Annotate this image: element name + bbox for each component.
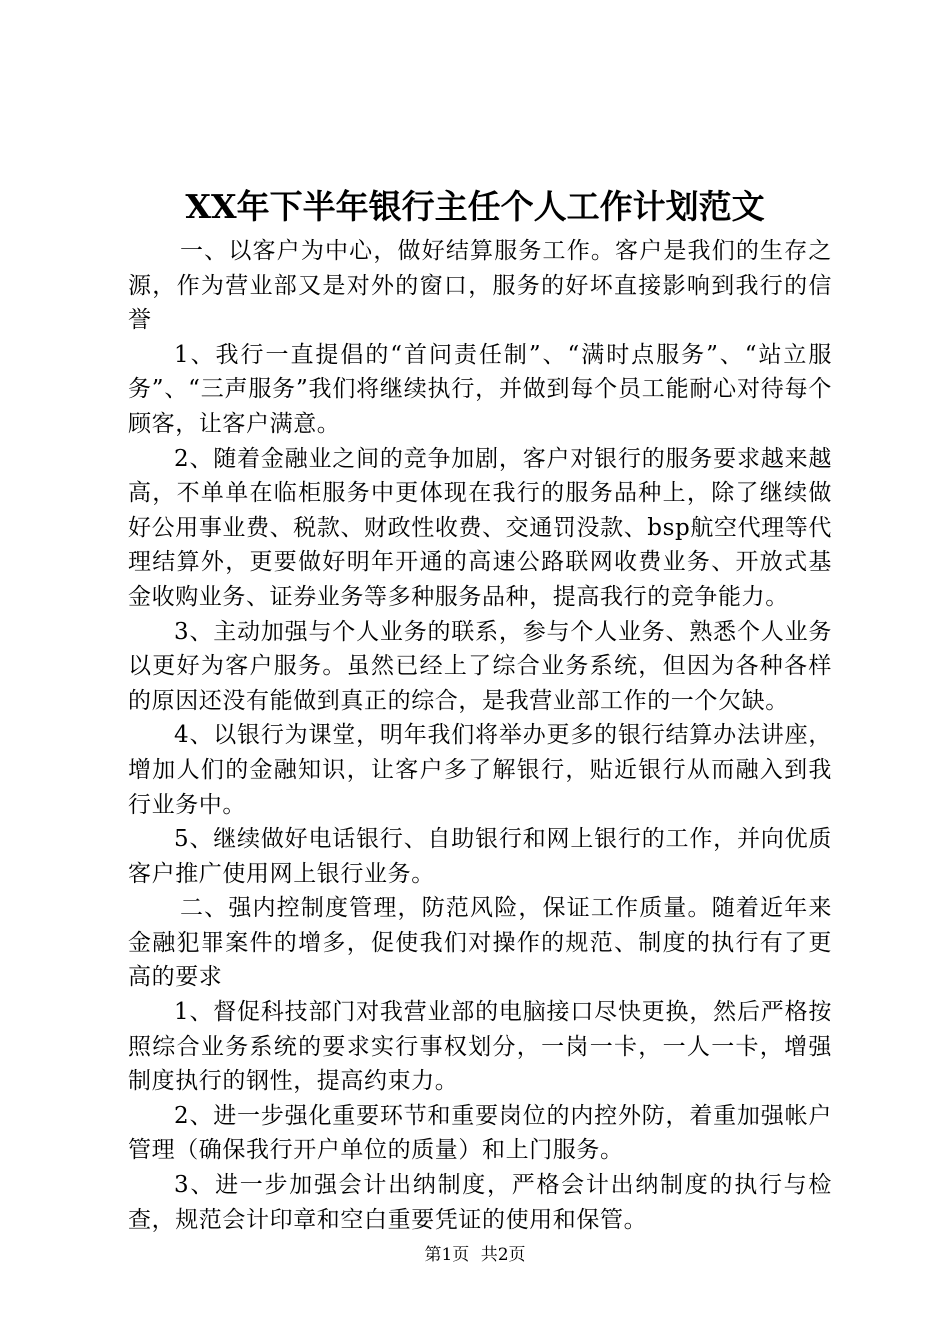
paragraph: 3、主动加强与个人业务的联系，参与个人业务、熟悉个人业务以更好为客户服务。虽然已经上了综合业务系统，但因为各种各样的原因还没有能做到真正的综合，是我营业部工作的一个欠缺。 <box>128 618 832 714</box>
document-title: XX年下半年银行主任个人工作计划范文 <box>185 187 765 226</box>
page-footer <box>0 1245 950 1265</box>
paragraph: 1、督促科技部门对我营业部的电脑接口尽快更换，然后严格按照综合业务系统的要求实行事权划分，一岗一卡，一人一卡，增强制度执行的钢性，提高约束力。 <box>128 999 832 1095</box>
paragraph: 4、以银行为课堂，明年我们将举办更多的银行结算办法讲座，增加人们的金融知识，让客户多了解银行，贴近银行从而融入到我行业务中。 <box>128 722 832 818</box>
paragraph: 2、随着金融业之间的竞争加剧，客户对银行的服务要求越来越高，不单单在临柜服务中更体现在我行的服务品种上，除了继续做好公用事业费、税款、财政性收费、交通罚没款、bsp航空代理等代理结算外，更要做好明年开通的高速公路联网收费业务、开放式基金收购业务、证券业务等多种服务品种，提高我行的竞争能力。 <box>128 445 832 610</box>
page-total: 共2页 <box>480 1245 526 1265</box>
paragraph: 1、我行一直提倡的“首问责任制”、“满时点服务”、“站立服务”、“三声服务”我们将继续执行，并做到每个员工能耐心对待每个顾客，让客户满意。 <box>128 341 832 437</box>
section-heading-1: 一、以客户为中心，做好结算服务工作。客户是我们的生存之源，作为营业部又是对外的窗口，服务的好坏直接影响到我行的信誉 <box>128 238 832 334</box>
paragraph: 5、继续做好电话银行、自助银行和网上银行的工作，并向优质客户推广使用网上银行业务。 <box>128 826 832 887</box>
page-number: 第1页 <box>424 1245 470 1265</box>
paragraph: 2、进一步强化重要环节和重要岗位的内控外防，着重加强帐户管理（确保我行开户单位的质量）和上门服务。 <box>128 1102 832 1164</box>
document-body <box>128 234 832 1237</box>
section-heading-2: 二、强内控制度管理，防范风险，保证工作质量。随着近年来金融犯罪案件的增多，促使我们对操作的规范、制度的执行有了更高的要求 <box>128 895 832 991</box>
paragraph: 3、进一步加强会计出纳制度，严格会计出纳制度的执行与检查，规范会计印章和空白重要凭证的使用和保管。 <box>128 1172 832 1233</box>
